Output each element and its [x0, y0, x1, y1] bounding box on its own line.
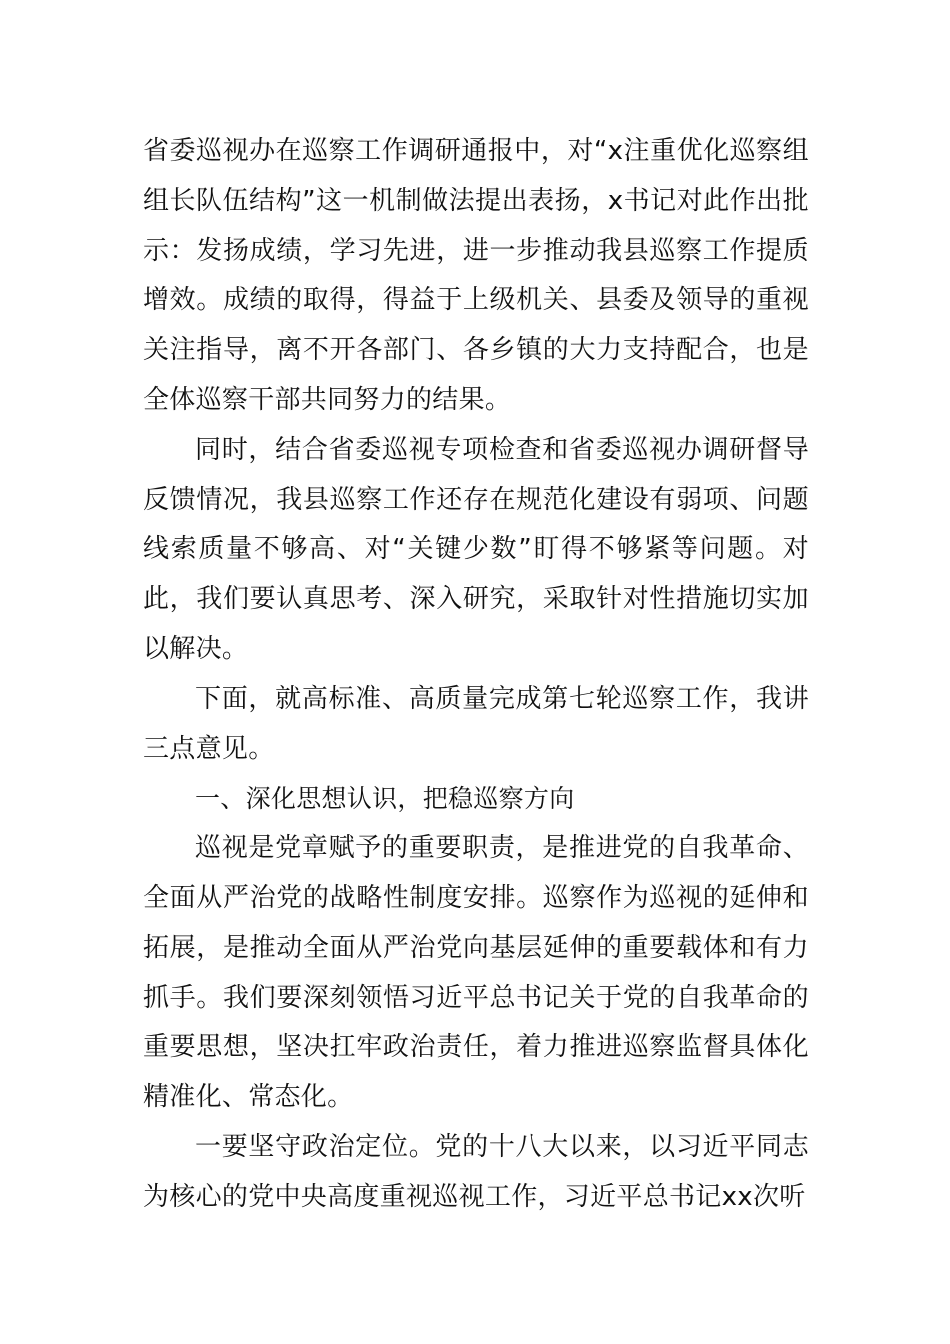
- paragraph-political-positioning: 一要坚守政治定位。党的十八大以来，以习近平同志为核心的党中央高度重视巡视工作，习近平总书记xx次听: [143, 1131, 809, 1212]
- paragraph-existing-problems: 同时，结合省委巡视专项检查和省委巡视办调研督导反馈情况，我县巡察工作还存在规范化建设有弱项、问题线索质量不够高、对“关键少数”盯得不够紧等问题。对此，我们要认真思考、深入研究，采取针对性措施切实加以解决。: [143, 434, 809, 664]
- paragraph-three-opinions: 下面，就高标准、高质量完成第七轮巡察工作，我讲三点意见。: [143, 683, 809, 764]
- paragraph-praise-report: 省委巡视办在巡察工作调研通报中，对“x注重优化巡察组组长队伍结构”这一机制做法提出表扬，x书记对此作出批示：发扬成绩，学习先进，进一步推动我县巡察工作提质增效。成绩的取得，得益于上级机关、县委及领导的重视关注指导，离不开各部门、各乡镇的大力支持配合，也是全体巡察干部共同努力的结果。: [143, 136, 809, 415]
- section-heading-one: 一、深化思想认识，把稳巡察方向: [195, 784, 575, 814]
- document-body: [143, 127, 809, 1223]
- paragraph-inspection-significance: 巡视是党章赋予的重要职责，是推进党的自我革命、全面从严治党的战略性制度安排。巡察作为巡视的延伸和拓展，是推动全面从严治党向基层延伸的重要载体和有力抓手。我们要深刻领悟习近平总书记关于党的自我革命的重要思想，坚决扛牢政治责任，着力推进巡察监督具体化精准化、常态化。: [143, 833, 809, 1113]
